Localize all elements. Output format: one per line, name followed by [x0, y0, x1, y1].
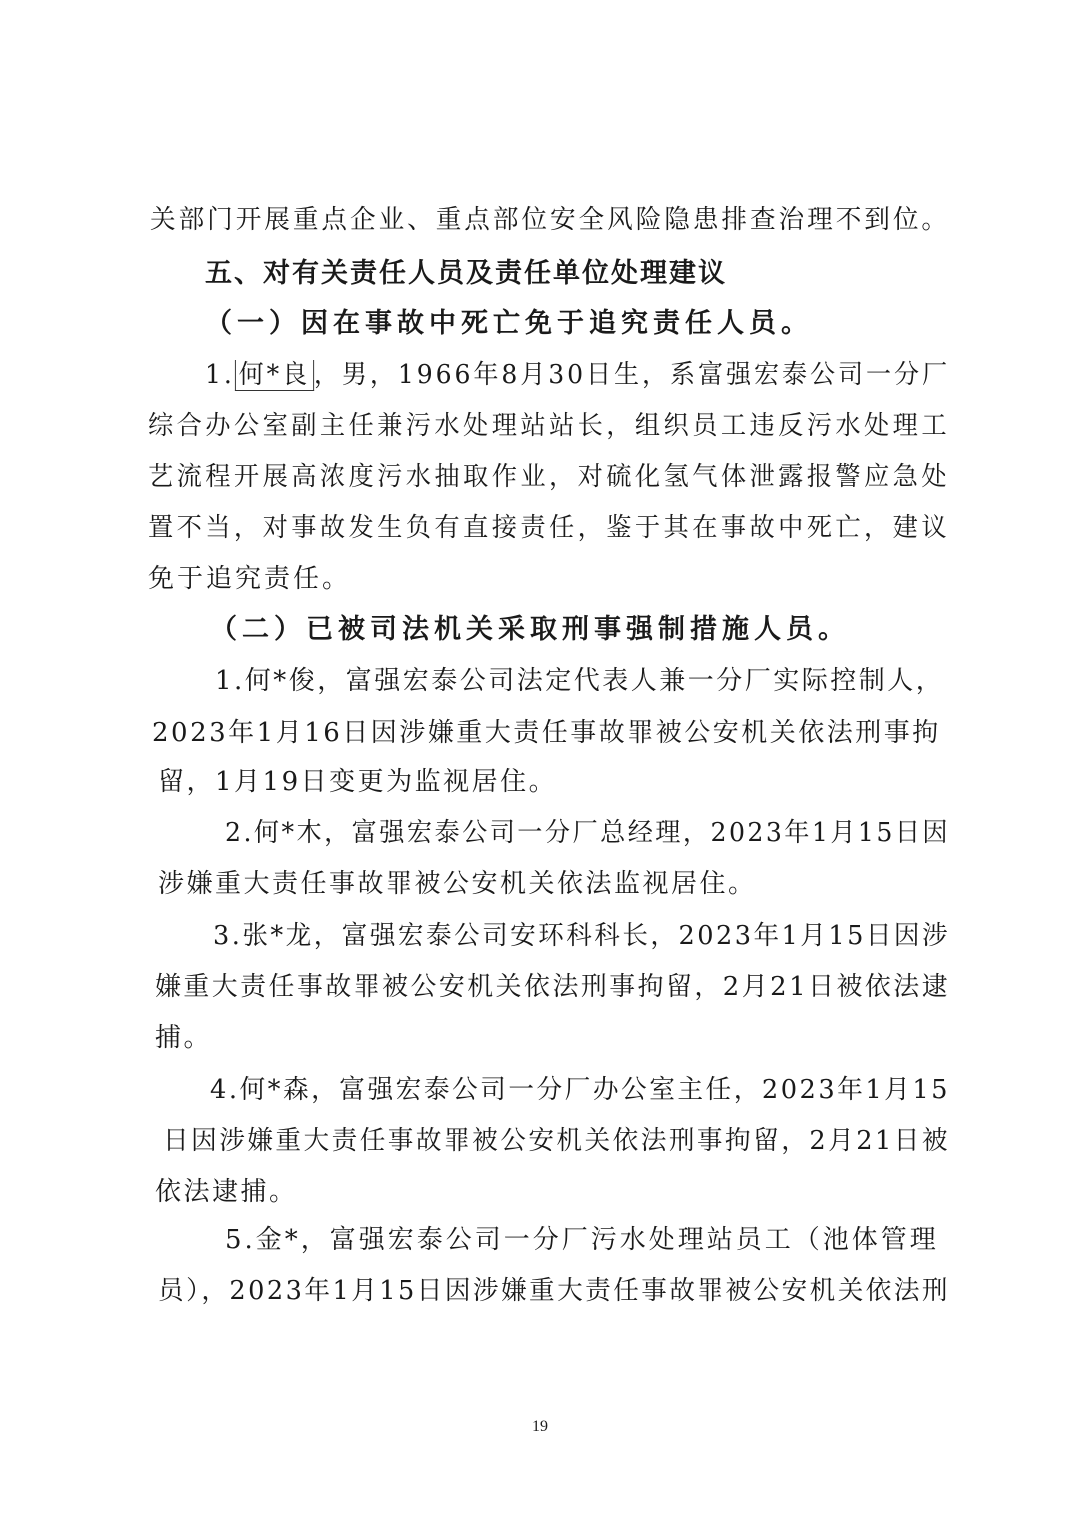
paragraph-line: 关部门开展重点企业、重点部位安全风险隐患排查治理不到位。	[150, 205, 950, 235]
paragraph-line: 综合办公室副主任兼污水处理站站长，组织员工违反污水处理工	[148, 411, 950, 441]
paragraph-line: 依法逮捕。	[155, 1177, 298, 1207]
section-heading-five: 五、对有关责任人员及责任单位处理建议	[205, 258, 727, 289]
subsection-heading-two: （二）已被司法机关采取刑事强制措施人员。	[210, 614, 850, 645]
paragraph-line: 涉嫌重大责任事故罪被公安机关依法监视居住。	[158, 869, 757, 899]
item-number: 1.	[205, 360, 235, 390]
paragraph-line: 员），2023年1月15日因涉嫌重大责任事故罪被公安机关依法刑	[158, 1276, 950, 1306]
paragraph-line: 2.何*木，富强宏泰公司一分厂总经理，2023年1月15日因	[225, 818, 951, 848]
item-text: ，男，1966年8月30日生，系富强宏泰公司一分厂	[313, 360, 951, 390]
paragraph-line: 5.金*，富强宏泰公司一分厂污水处理站员工（池体管理	[225, 1225, 939, 1255]
page-number: 19	[532, 1418, 548, 1435]
paragraph-line	[205, 357, 950, 393]
highlighted-name: 何*良	[235, 360, 314, 391]
paragraph-line: 3.张*龙，富强宏泰公司安环科科长，2023年1月15日因涉	[213, 921, 951, 951]
paragraph-line: 4.何*森，富强宏泰公司一分厂办公室主任，2023年1月15	[210, 1075, 951, 1105]
paragraph-line: 艺流程开展高浓度污水抽取作业，对硫化氢气体泄露报警应急处	[148, 462, 950, 492]
paragraph-line: 1.何*俊，富强宏泰公司法定代表人兼一分厂实际控制人，	[215, 666, 945, 696]
paragraph-line: 捕。	[155, 1023, 213, 1053]
subsection-heading-one: （一）因在事故中死亡免于追究责任人员。	[205, 308, 813, 339]
paragraph-line: 留，1月19日变更为监视居住。	[158, 767, 558, 797]
paragraph-line: 置不当，对事故发生负有直接责任，鉴于其在事故中死亡，建议	[148, 513, 950, 543]
paragraph-line: 2023年1月16日因涉嫌重大责任事故罪被公安机关依法刑事拘	[152, 718, 941, 748]
paragraph-line: 免于追究责任。	[148, 564, 352, 594]
paragraph-line: 嫌重大责任事故罪被公安机关依法刑事拘留，2月21日被依法逮	[155, 972, 951, 1002]
paragraph-line: 日因涉嫌重大责任事故罪被公安机关依法刑事拘留，2月21日被	[163, 1126, 950, 1156]
